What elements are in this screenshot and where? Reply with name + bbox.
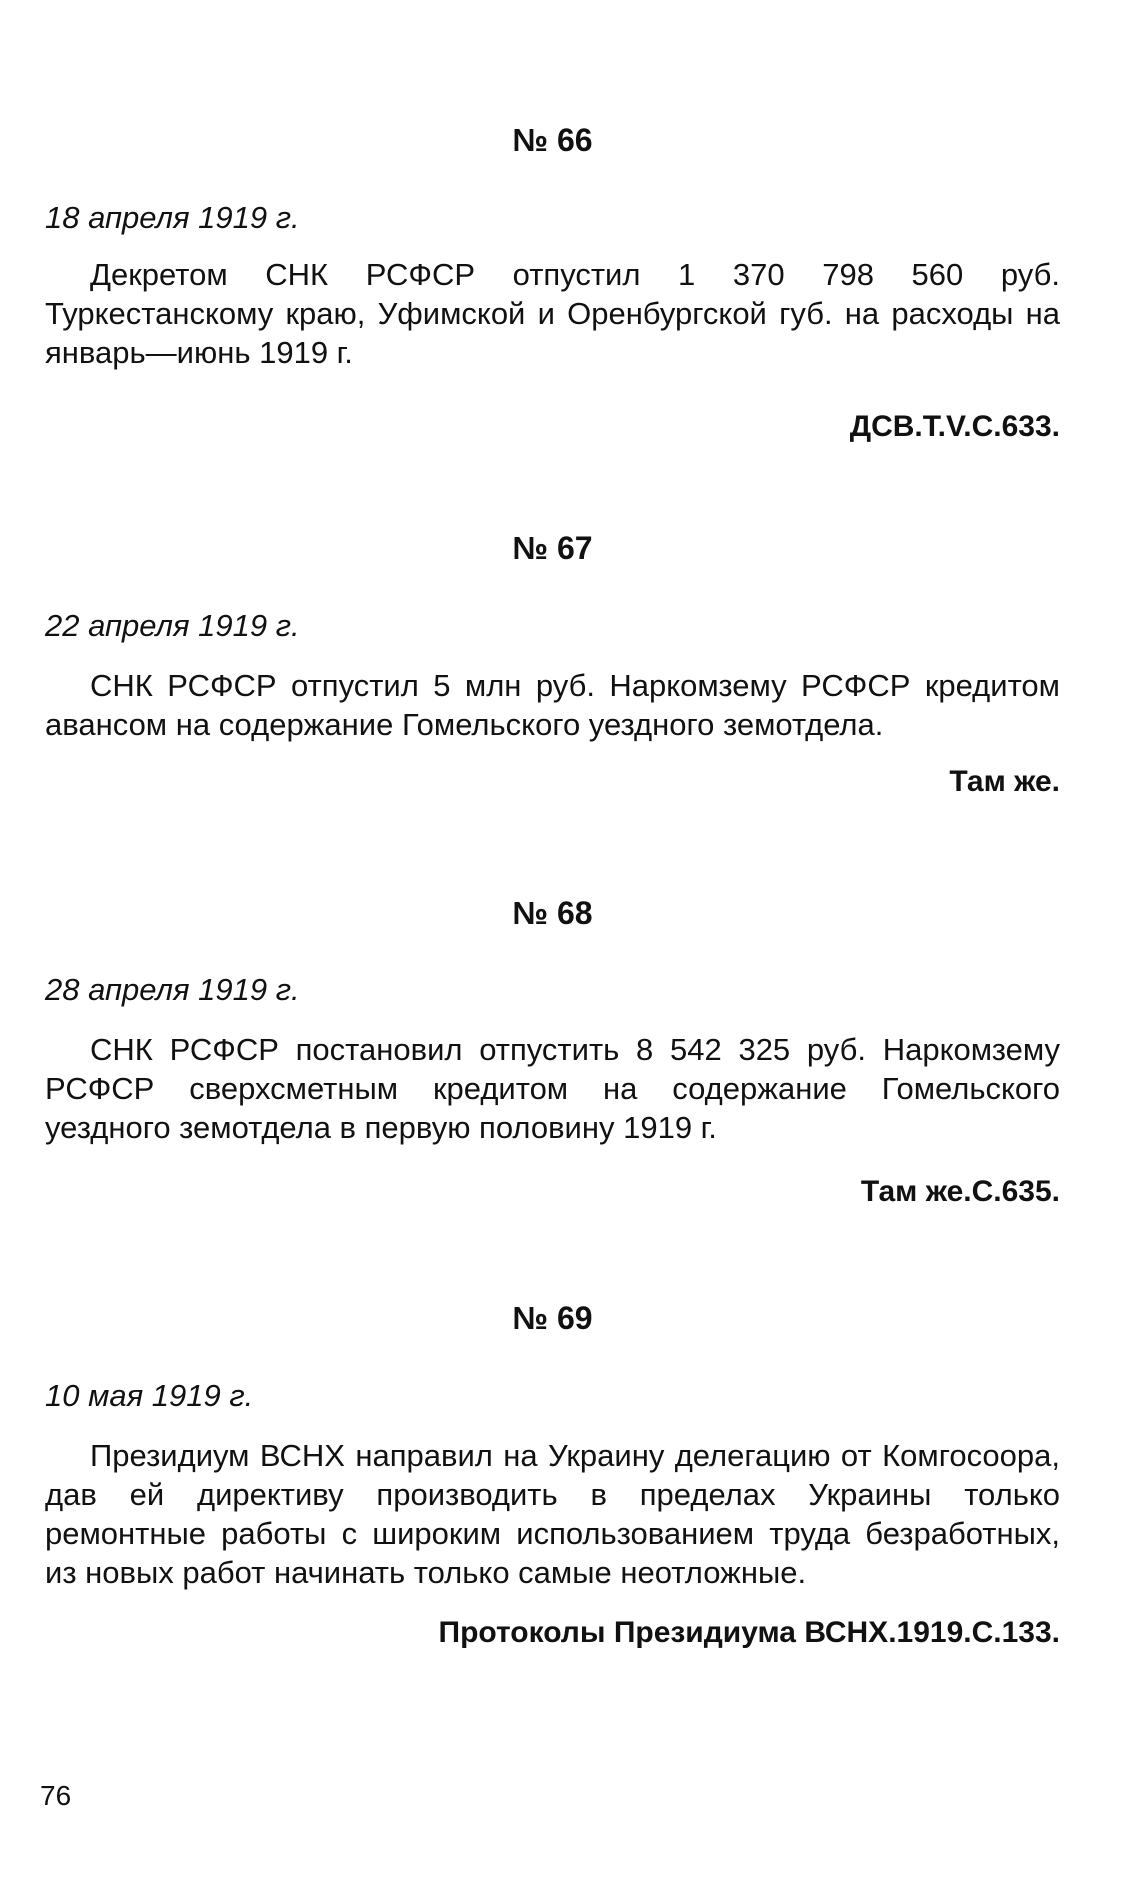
document-number: № 66 [512, 122, 593, 158]
document-source: ДСВ.Т.V.С.633. [849, 410, 1060, 443]
document-source: Там же.С.635. [860, 1175, 1060, 1208]
document-number: № 69 [512, 1300, 593, 1336]
document-number: № 68 [512, 895, 593, 931]
document-body: Декретом СНК РСФСР отпустил 1 370 798 560 руб. Туркестанскому краю, Уфимской и Оренбургской губ. на расходы на январь—июнь 1919 г. [45, 257, 1060, 370]
page-number: 76 [40, 1780, 72, 1811]
document-date: 22 апреля 1919 г. [45, 608, 300, 643]
document-date: 28 апреля 1919 г. [45, 972, 300, 1007]
document-date: 10 мая 1919 г. [45, 1378, 254, 1413]
document-source: Там же. [949, 765, 1060, 798]
document-body: СНК РСФСР постановил отпустить 8 542 325 руб. Наркомзему РСФСР сверхсметным кредитом на содержание Гомельского уездного земотдела в первую половину 1919 г. [45, 1032, 1060, 1145]
document-number: № 67 [512, 530, 593, 566]
document-source: Протоколы Президиума ВСНХ.1919.С.133. [438, 1616, 1060, 1649]
document-body: Президиум ВСНХ направил на Украину делегацию от Комгосоора, дав ей директиву производить в пределах Украины только ремонтные работы с широким использованием труда безработных, из новых работ начинать только самые неотложные. [45, 1438, 1060, 1590]
document-body: СНК РСФСР отпустил 5 млн руб. Наркомзему РСФСР кредитом авансом на содержание Гомельского уездного земотдела. [45, 668, 1060, 742]
document-date: 18 апреля 1919 г. [45, 200, 300, 235]
